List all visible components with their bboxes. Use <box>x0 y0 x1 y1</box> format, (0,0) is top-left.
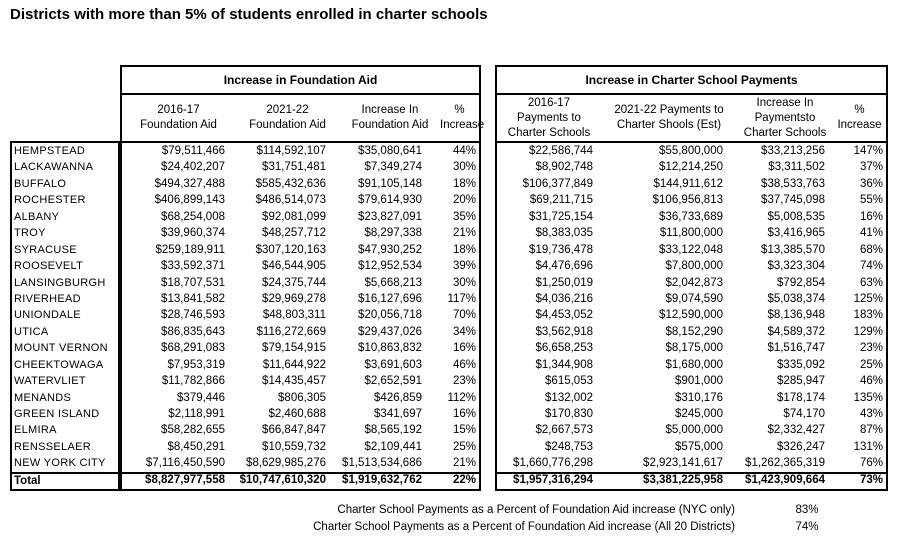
cell: $575,000 <box>675 440 723 453</box>
cell: 68% <box>859 243 883 256</box>
table-row <box>497 455 886 471</box>
cell: $106,377,849 <box>522 177 593 190</box>
column-header-line: Increase In <box>361 104 419 116</box>
cell: $426,859 <box>374 391 422 404</box>
cell: $22,586,744 <box>529 145 593 157</box>
cell: $33,592,371 <box>161 260 225 273</box>
cell: 70% <box>452 309 476 322</box>
cell: $901,000 <box>675 375 723 388</box>
cell: 74% <box>859 260 883 273</box>
column-header <box>601 95 737 141</box>
district-name-cell: SYRACUSE <box>14 243 77 256</box>
cell: $13,841,582 <box>161 292 225 305</box>
cell: $170,830 <box>545 408 593 420</box>
cell: $2,042,873 <box>665 276 723 289</box>
cell: $2,109,441 <box>364 440 422 453</box>
table-row <box>497 258 886 274</box>
cell: 87% <box>859 424 883 437</box>
table-row <box>497 159 886 175</box>
cell: $585,432,636 <box>255 177 326 190</box>
charter-payments-headers <box>497 95 886 143</box>
district-names-column <box>10 141 120 491</box>
cell: $24,402,207 <box>161 161 225 174</box>
cell: $1,660,776,298 <box>513 457 593 470</box>
cell: $1,516,747 <box>767 342 825 355</box>
column-header-line: Payments to <box>517 111 581 124</box>
cell: 21% <box>452 227 476 240</box>
table-row <box>122 159 479 175</box>
charter-payments-section-title: Increase in Charter School Payments <box>497 67 886 95</box>
table-row <box>122 307 479 323</box>
district-name-cell: ROOSEVELT <box>14 260 84 273</box>
district-name-cell: WATERVLIET <box>14 375 86 388</box>
column-header <box>737 95 833 141</box>
cell: 46% <box>859 375 883 388</box>
cell: $10,863,832 <box>358 342 422 355</box>
cell: $341,697 <box>374 408 422 420</box>
cell: 41% <box>859 227 883 240</box>
cell: $31,751,481 <box>262 161 326 174</box>
cell: $8,565,192 <box>364 424 422 437</box>
cell: $37,745,098 <box>761 194 825 207</box>
cell: $5,008,535 <box>767 210 825 223</box>
table-row <box>122 176 479 192</box>
column-header-line: Paymentsto <box>754 111 816 124</box>
table-row <box>122 324 479 340</box>
table-row <box>122 225 479 241</box>
cell: 20% <box>452 194 476 207</box>
cell: $28,746,593 <box>161 309 225 322</box>
table-row <box>122 192 479 208</box>
table-row <box>497 291 886 307</box>
district-name-cell: ELMIRA <box>14 424 57 437</box>
cell: $48,257,712 <box>262 227 326 240</box>
table-row <box>122 422 479 438</box>
cell: $7,116,450,590 <box>145 457 225 470</box>
cell: 131% <box>853 440 883 453</box>
table-row <box>497 406 886 422</box>
table-row <box>497 340 886 356</box>
table-row <box>122 373 479 389</box>
cell: $12,952,534 <box>358 260 422 273</box>
cell: $1,680,000 <box>665 358 723 371</box>
column-header-line: Increase In <box>756 96 814 109</box>
total-label: Total <box>12 472 118 489</box>
cell: $1,513,534,686 <box>342 457 422 470</box>
cell: $8,297,338 <box>364 227 422 240</box>
cell: $79,511,466 <box>161 145 225 157</box>
charter-payments-table <box>495 65 888 491</box>
table-row <box>497 324 886 340</box>
cell: 129% <box>853 325 883 338</box>
column-header-line: Increase <box>440 119 485 131</box>
cell: $8,902,748 <box>535 161 593 174</box>
cell: 46% <box>452 358 476 371</box>
district-name-cell: ROCHESTER <box>14 194 86 207</box>
cell: 135% <box>853 391 883 404</box>
cell: 117% <box>447 292 476 305</box>
cell: $106,956,813 <box>652 194 723 207</box>
cell: $307,120,163 <box>255 243 326 256</box>
note-all-districts <box>0 519 902 536</box>
cell: $12,214,250 <box>659 161 723 174</box>
cell: 16% <box>452 408 476 420</box>
district-name-cell: BUFFALO <box>14 177 67 190</box>
cell: 55% <box>859 194 883 207</box>
district-name-cell: HEMPSTEAD <box>14 145 86 157</box>
cell: $1,262,365,319 <box>745 457 825 470</box>
footer-notes <box>0 502 902 536</box>
column-header-line: Charter Schools <box>743 126 827 139</box>
cell: $4,589,372 <box>767 325 825 338</box>
cell: 16% <box>859 210 883 223</box>
cell: $144,911,612 <box>653 177 723 190</box>
cell: 23% <box>859 342 883 355</box>
cell: $69,211,715 <box>529 194 593 207</box>
district-names-rows <box>12 143 118 472</box>
column-header <box>122 95 235 141</box>
cell: $74,170 <box>783 408 825 420</box>
cell: $68,254,008 <box>161 210 225 223</box>
district-name-cell: UNIONDALE <box>14 309 81 322</box>
table-row <box>497 209 886 225</box>
cell: $494,327,488 <box>154 177 225 190</box>
table-row <box>497 192 886 208</box>
table-row <box>122 143 479 159</box>
cell: $11,800,000 <box>659 227 723 240</box>
cell: $24,375,744 <box>262 276 326 289</box>
district-name-cell: RENSSELAER <box>14 440 91 453</box>
column-header-line: 2021-22 <box>266 104 309 116</box>
table-row <box>122 258 479 274</box>
column-header <box>497 95 601 141</box>
total-cell: $8,827,977,558 <box>145 473 225 486</box>
cell: $91,105,148 <box>358 177 422 190</box>
total-cell: 73% <box>859 473 883 486</box>
table-row <box>122 439 479 455</box>
cell: $3,691,603 <box>364 358 422 371</box>
cell: 21% <box>452 457 476 470</box>
cell: $4,036,216 <box>535 292 593 305</box>
district-name-cell: UTICA <box>14 325 49 338</box>
table-row <box>497 275 886 291</box>
cell: 25% <box>452 440 476 453</box>
cell: 18% <box>452 243 476 256</box>
cell: 183% <box>853 309 883 322</box>
cell: $48,803,311 <box>262 309 326 322</box>
table-row <box>497 422 886 438</box>
cell: $23,827,091 <box>358 210 422 223</box>
cell: $29,437,026 <box>358 325 422 338</box>
column-header-line: % <box>854 104 865 116</box>
cell: $33,213,256 <box>761 145 825 157</box>
cell: $39,960,374 <box>161 227 225 240</box>
cell: $326,247 <box>777 440 825 453</box>
cell: 37% <box>859 161 883 174</box>
cell: $10,559,732 <box>262 440 326 453</box>
table-row <box>122 340 479 356</box>
district-name-cell: GREEN ISLAND <box>14 408 100 420</box>
cell: $792,854 <box>777 276 825 289</box>
table-row <box>497 307 886 323</box>
table-row <box>122 242 479 258</box>
cell: $285,947 <box>777 375 825 388</box>
cell: $245,000 <box>675 408 723 420</box>
cell: $8,629,985,276 <box>246 457 326 470</box>
cell: $36,733,689 <box>659 210 723 223</box>
table-row <box>497 176 886 192</box>
note-label: Charter School Payments as a Percent of Foundation Aid increase (All 20 Districts) <box>313 521 735 533</box>
cell: $9,074,590 <box>665 292 723 305</box>
cell: $486,514,073 <box>255 194 326 207</box>
column-header-line: Increase <box>837 119 882 131</box>
table-row <box>497 242 886 258</box>
cell: $2,923,141,617 <box>643 457 723 470</box>
column-header-line: Foundation Aid <box>351 119 429 131</box>
table-row <box>122 357 479 373</box>
cell: $19,736,478 <box>529 243 593 256</box>
cell: $55,800,000 <box>659 145 723 157</box>
district-name-cell: RIVERHEAD <box>14 292 81 305</box>
cell: $11,782,866 <box>161 375 225 388</box>
foundation-aid-table <box>120 65 485 491</box>
cell: 15% <box>452 424 476 437</box>
total-cell: $1,919,632,762 <box>342 473 422 486</box>
cell: $46,544,905 <box>262 260 326 273</box>
column-header-line: 2016-17 <box>157 104 200 116</box>
cell: $2,332,427 <box>767 424 825 437</box>
cell: $7,800,000 <box>665 260 723 273</box>
cell: 30% <box>452 161 476 174</box>
cell: $92,081,099 <box>262 210 326 223</box>
table-row <box>497 390 886 406</box>
column-header-line: % <box>454 104 465 116</box>
charter-payments-total-row <box>497 472 886 489</box>
district-name-cell: NEW YORK CITY <box>14 457 106 470</box>
cell: $178,174 <box>777 391 825 404</box>
column-header-line: Foundation Aid <box>249 119 326 131</box>
column-header-line: 2016-17 <box>527 96 571 109</box>
cell: $1,344,908 <box>535 358 593 371</box>
cell: $3,311,502 <box>768 161 825 174</box>
cell: 76% <box>859 457 883 470</box>
cell: $29,969,278 <box>262 292 326 305</box>
cell: $259,189,911 <box>155 243 225 256</box>
cell: $379,446 <box>177 391 225 404</box>
cell: $5,668,213 <box>364 276 422 289</box>
cell: $7,953,319 <box>167 358 225 371</box>
column-header-line: Foundation Aid <box>140 119 217 131</box>
cell: $8,383,035 <box>535 227 593 240</box>
note-value: 83% <box>795 504 819 516</box>
cell: $2,652,591 <box>364 375 422 388</box>
cell: $12,590,000 <box>659 309 723 322</box>
cell: $79,614,930 <box>358 194 422 207</box>
cell: $38,533,763 <box>761 177 825 190</box>
cell: 16% <box>452 342 476 355</box>
column-header <box>440 95 485 141</box>
table-row <box>497 439 886 455</box>
foundation-aid-rows <box>122 143 479 472</box>
cell: $3,562,918 <box>535 325 593 338</box>
cell: $11,644,922 <box>262 358 326 371</box>
table-row <box>497 373 886 389</box>
cell: $6,658,253 <box>535 342 593 355</box>
cell: $3,416,965 <box>767 227 825 240</box>
charter-payments-rows <box>497 143 886 472</box>
table-row <box>122 209 479 225</box>
cell: $5,000,000 <box>665 424 723 437</box>
district-name-cell: MENANDS <box>14 391 72 404</box>
cell: 39% <box>452 260 476 273</box>
table-row <box>497 143 886 159</box>
cell: $8,136,948 <box>767 309 825 322</box>
cell: 43% <box>859 408 883 420</box>
column-header <box>235 95 340 141</box>
note-label: Charter School Payments as a Percent of Foundation Aid increase (NYC only) <box>337 504 735 516</box>
foundation-aid-total-row <box>122 472 479 489</box>
cell: $16,127,696 <box>358 292 422 305</box>
table-row <box>122 406 479 422</box>
district-name-cell: LANSINGBURGH <box>14 276 106 289</box>
table-row <box>122 390 479 406</box>
foundation-aid-section-title: Increase in Foundation Aid <box>122 67 479 95</box>
table-row <box>497 225 886 241</box>
column-header-line: Charter Shools (Est) <box>616 119 722 131</box>
cell: $8,450,291 <box>167 440 225 453</box>
total-cell: $10,747,610,320 <box>239 473 326 486</box>
cell: $114,592,107 <box>256 145 326 157</box>
cell: $86,835,643 <box>161 325 225 338</box>
cell: $35,080,641 <box>358 145 422 157</box>
cell: $20,056,718 <box>358 309 422 322</box>
cell: $2,460,688 <box>268 408 326 420</box>
cell: 125% <box>853 292 883 305</box>
cell: $8,152,290 <box>665 325 723 338</box>
column-header <box>833 95 886 141</box>
table-row <box>122 455 479 471</box>
cell: 23% <box>452 375 476 388</box>
cell: $406,899,143 <box>154 194 225 207</box>
note-nyc-only <box>0 502 902 519</box>
cell: $4,453,052 <box>535 309 593 322</box>
cell: $68,291,083 <box>161 342 225 355</box>
cell: $14,435,457 <box>262 375 326 388</box>
column-header-line: Charter Schools <box>507 126 591 139</box>
cell: $58,282,655 <box>161 424 225 437</box>
cell: $13,385,570 <box>761 243 825 256</box>
cell: $132,002 <box>545 391 593 404</box>
total-cell: $1,957,316,294 <box>513 473 593 486</box>
total-cell: $1,423,909,664 <box>745 473 825 486</box>
cell: $4,476,696 <box>535 260 593 273</box>
cell: 34% <box>452 325 476 338</box>
column-header <box>340 95 440 141</box>
cell: $31,725,154 <box>529 210 593 223</box>
cell: 25% <box>859 358 883 371</box>
total-cell: 22% <box>452 473 476 486</box>
cell: $8,175,000 <box>665 342 723 355</box>
cell: 18% <box>452 177 476 190</box>
cell: 147% <box>853 145 883 157</box>
cell: $2,667,573 <box>535 424 593 437</box>
cell: $79,154,915 <box>262 342 326 355</box>
note-value: 74% <box>795 521 819 533</box>
cell: $47,930,252 <box>358 243 422 256</box>
cell: $116,272,669 <box>256 325 326 338</box>
foundation-aid-headers <box>122 95 485 143</box>
table-row <box>122 291 479 307</box>
cell: $310,176 <box>675 391 723 404</box>
district-name-cell: CHEEKTOWAGA <box>14 358 104 371</box>
cell: 30% <box>452 276 476 289</box>
district-name-cell: LACKAWANNA <box>14 161 94 174</box>
cell: $1,250,019 <box>535 276 593 289</box>
cell: 35% <box>452 210 476 223</box>
cell: $18,707,531 <box>161 276 225 289</box>
column-header-line: 2021-22 Payments to <box>614 104 724 116</box>
table-row <box>497 357 886 373</box>
district-name-cell: TROY <box>14 227 46 240</box>
cell: $615,053 <box>545 375 593 388</box>
cell: $248,753 <box>545 440 593 453</box>
cell: $2,118,991 <box>168 408 225 420</box>
district-name-cell: MOUNT VERNON <box>14 342 108 355</box>
cell: $806,305 <box>278 391 326 404</box>
district-name-cell: ALBANY <box>14 210 60 223</box>
cell: 112% <box>447 391 476 404</box>
cell: $5,038,374 <box>767 292 825 305</box>
cell: $7,349,274 <box>364 161 422 174</box>
cell: $66,847,847 <box>262 424 326 437</box>
cell: 36% <box>859 177 883 190</box>
cell: $33,122,048 <box>659 243 723 256</box>
cell: $335,092 <box>777 358 825 371</box>
cell: 44% <box>452 145 476 157</box>
table-row <box>122 275 479 291</box>
total-cell: $3,381,225,958 <box>643 473 723 486</box>
cell: 63% <box>859 276 883 289</box>
cell: $3,323,304 <box>767 260 825 273</box>
page-title: Districts with more than 5% of students enrolled in charter schools <box>10 6 488 23</box>
